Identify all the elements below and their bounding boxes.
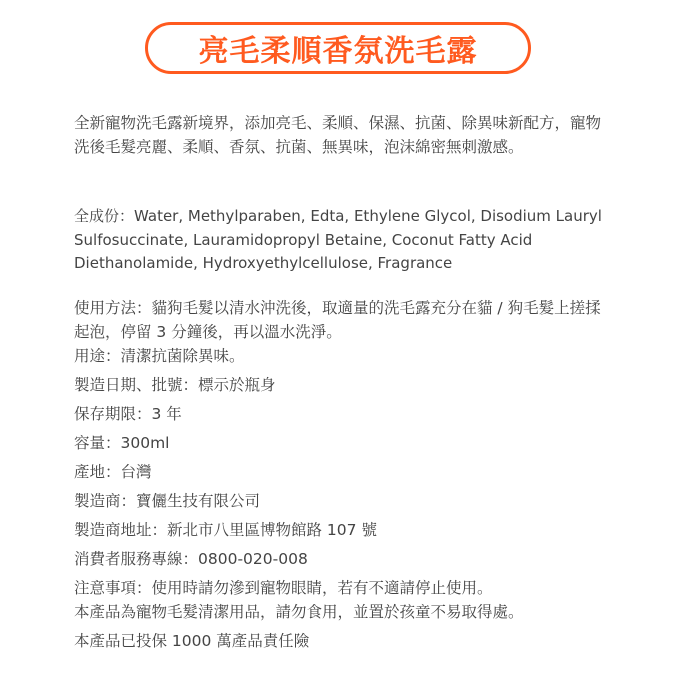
detail-origin: 產地：台灣 bbox=[74, 463, 152, 481]
detail-purpose: 用途：清潔抗菌除異味。 bbox=[74, 347, 245, 365]
detail-manufacturer: 製造商：寶儷生技有限公司 bbox=[74, 492, 261, 510]
detail-shelf-life: 保存期限：3 年 bbox=[74, 405, 182, 423]
detail-note: 本產品為寵物毛髮清潔用品，請勿食用，並置於孩童不易取得處。 bbox=[74, 603, 524, 621]
ingredients-paragraph: 全成份：Water, Methylparaben, Edta, Ethylene Glycol, Disodium Lauryl Sulfosuccinate, Lauramidopropyl Betaine, Coconut Fatty Acid Diethanolamide, Hydroxyethylcellulose, Fragrance bbox=[74, 207, 602, 272]
product-title: 亮毛柔順香氛洗毛露 bbox=[145, 22, 531, 74]
detail-caution: 注意事項：使用時請勿滲到寵物眼睛，若有不適請停止使用。 bbox=[74, 579, 493, 597]
usage-paragraph: 使用方法：貓狗毛髮以清水沖洗後，取適量的洗毛露充分在貓 / 狗毛髮上搓揉起泡，停留 3 分鐘後，再以溫水洗淨。 bbox=[74, 299, 601, 341]
detail-hotline: 消費者服務專線：0800-020-008 bbox=[74, 550, 308, 568]
detail-manufacture-date: 製造日期、批號：標示於瓶身 bbox=[74, 376, 276, 394]
detail-insurance: 本產品已投保 1000 萬產品責任險 bbox=[74, 632, 310, 650]
detail-address: 製造商地址：新北市八里區博物館路 107 號 bbox=[74, 521, 377, 539]
intro-paragraph: 全新寵物洗毛露新境界，添加亮毛、柔順、保濕、抗菌、除異味新配方，寵物洗後毛髮亮麗、柔順、香氛、抗菌、無異味，泡沫綿密無刺激感。 bbox=[74, 114, 602, 156]
detail-volume: 容量：300ml bbox=[74, 434, 170, 452]
